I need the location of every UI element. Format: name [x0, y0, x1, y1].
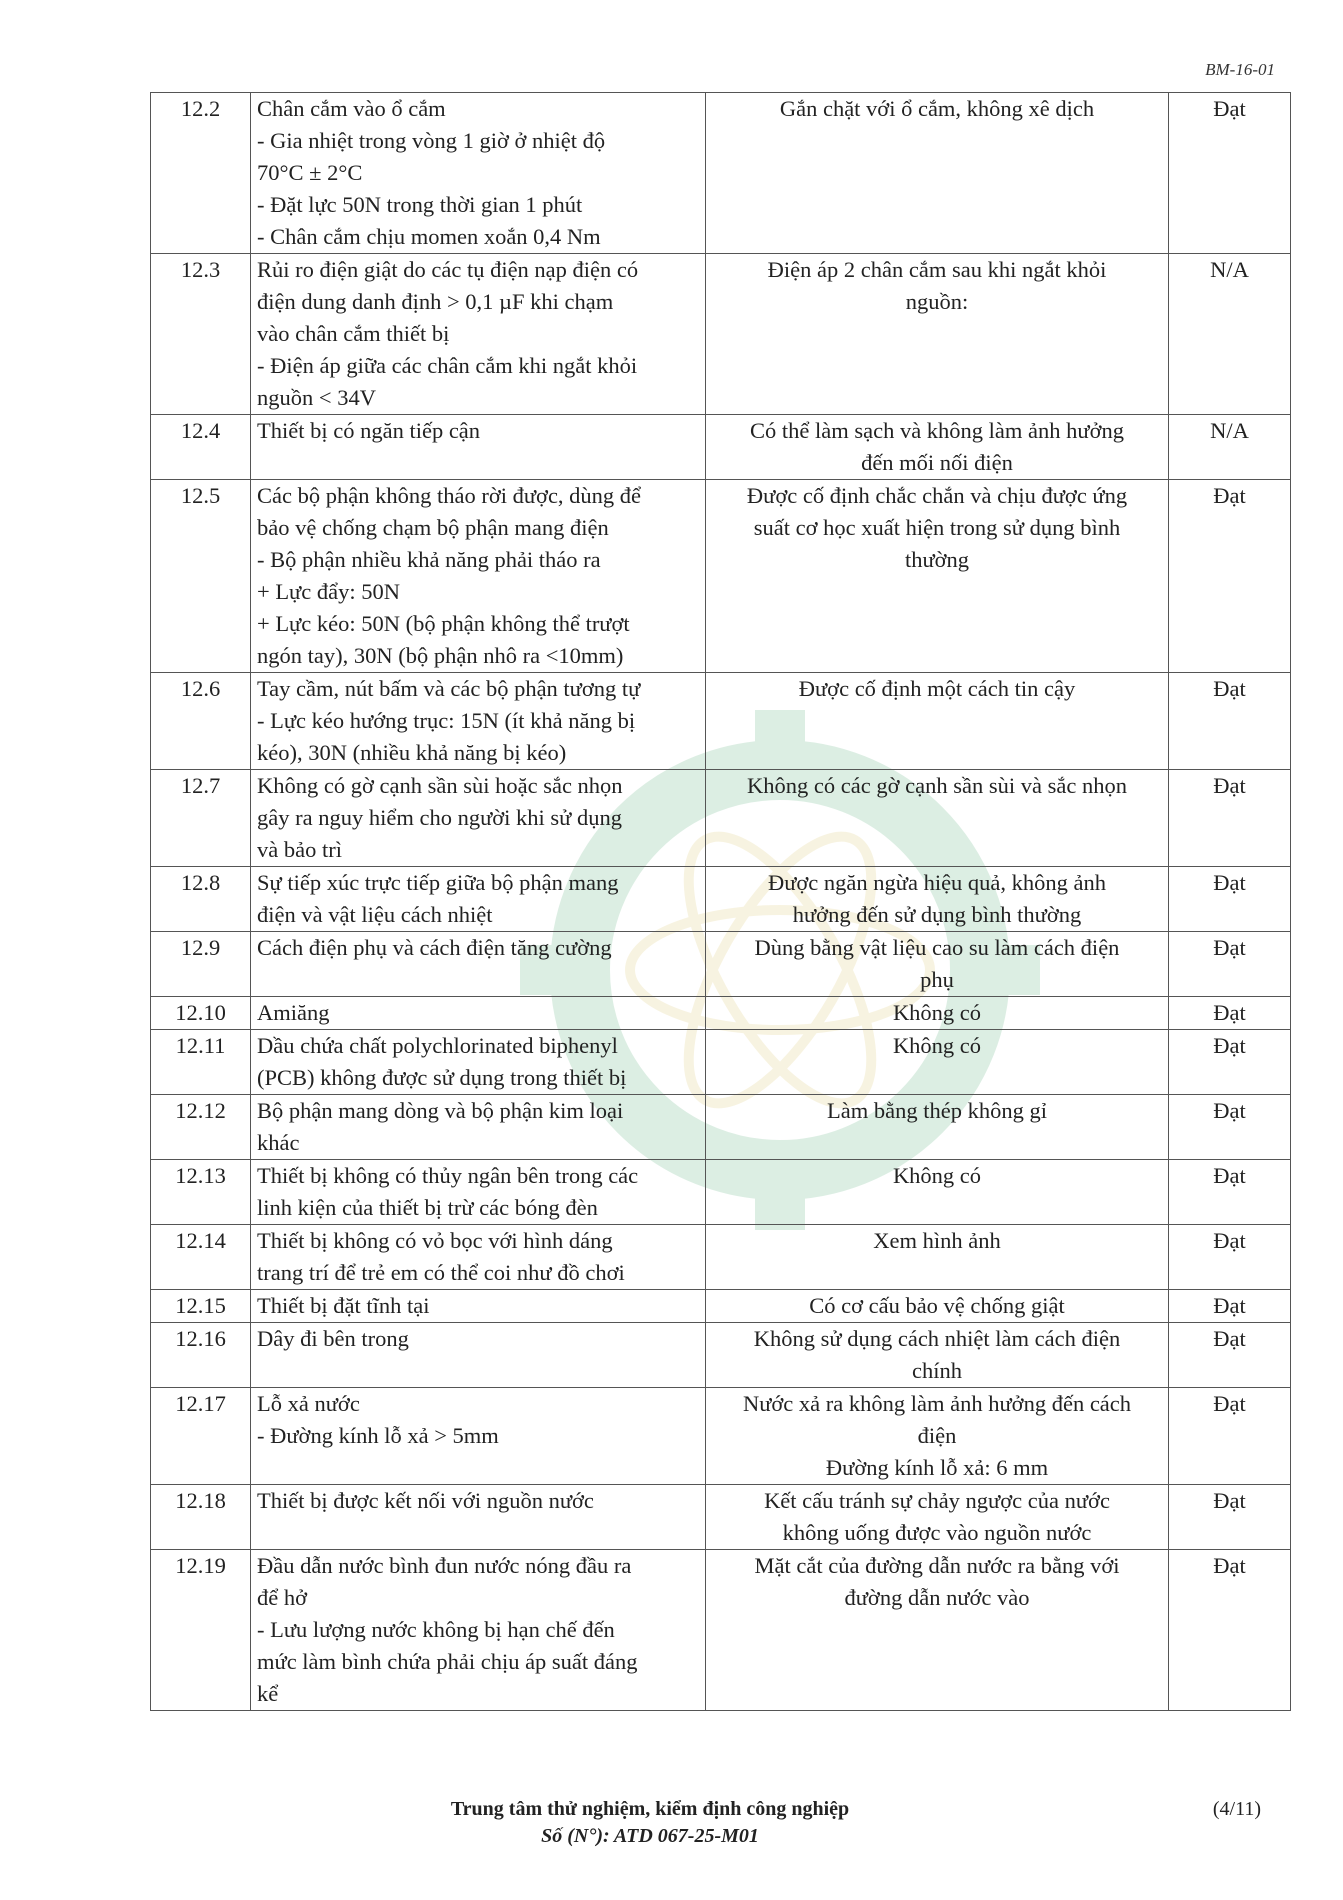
- requirement-cell: [251, 1030, 706, 1095]
- result-line: hưởng đến sử dụng bình thường: [792, 902, 1082, 927]
- table-row: [151, 415, 1291, 480]
- clause-number: 12.13: [151, 1160, 251, 1225]
- result-cell: [706, 1095, 1169, 1160]
- result-cell: [706, 1485, 1169, 1550]
- requirement-cell: [251, 1225, 706, 1290]
- requirement-cell: [251, 867, 706, 932]
- result-line: Không sử dụng cách nhiệt làm cách điện: [753, 1326, 1121, 1351]
- requirement-cell: [251, 1095, 706, 1160]
- table-row: [151, 867, 1291, 932]
- table-row: [151, 997, 1291, 1030]
- result-line: Nước xả ra không làm ảnh hưởng đến cách: [742, 1391, 1132, 1416]
- requirement-line: bảo vệ chống chạm bộ phận mang điện: [257, 515, 609, 540]
- requirement-line: Tay cầm, nút bấm và các bộ phận tương tự: [257, 676, 641, 701]
- table-row: [151, 480, 1291, 673]
- page-number: (4/11): [1212, 1798, 1261, 1820]
- requirement-line: Cách điện phụ và cách điện tăng cường: [257, 935, 612, 960]
- result-line: Xem hình ảnh: [873, 1228, 1001, 1253]
- requirement-line: Rủi ro điện giật do các tụ điện nạp điện có: [257, 257, 639, 282]
- table-row: [151, 1485, 1291, 1550]
- requirement-line: vào chân cắm thiết bị: [257, 321, 450, 346]
- requirement-line: và bảo trì: [257, 837, 342, 862]
- requirement-line: + Lực đẩy: 50N: [257, 579, 400, 604]
- clause-number: 12.19: [151, 1550, 251, 1711]
- requirement-line: - Bộ phận nhiều khả năng phải tháo ra: [257, 547, 601, 572]
- verdict-cell: Đạt: [1169, 480, 1291, 673]
- table-row: [151, 254, 1291, 415]
- table-row: [151, 673, 1291, 770]
- requirement-line: trang trí để trẻ em có thể coi như đồ chơi: [257, 1260, 625, 1285]
- verdict-cell: Đạt: [1169, 93, 1291, 254]
- requirement-cell: [251, 93, 706, 254]
- result-line: Gắn chặt với ổ cắm, không xê dịch: [779, 96, 1095, 121]
- result-cell: [706, 932, 1169, 997]
- requirement-line: - Điện áp giữa các chân cắm khi ngắt khỏi: [257, 353, 638, 378]
- result-cell: [706, 480, 1169, 673]
- table-body: [151, 93, 1291, 1711]
- verdict-cell: Đạt: [1169, 1030, 1291, 1095]
- requirement-line: Dầu chứa chất polychlorinated biphenyl: [257, 1033, 618, 1058]
- requirement-line: Amiăng: [257, 1000, 330, 1025]
- verdict-cell: Đạt: [1169, 1290, 1291, 1323]
- requirement-line: kéo), 30N (nhiều khả năng bị kéo): [257, 740, 567, 765]
- result-cell: [706, 1290, 1169, 1323]
- requirement-line: Sự tiếp xúc trực tiếp giữa bộ phận mang: [257, 870, 619, 895]
- result-line: Làm bằng thép không gỉ: [827, 1098, 1047, 1123]
- requirement-line: kể: [257, 1681, 279, 1706]
- verdict-cell: Đạt: [1169, 932, 1291, 997]
- clause-number: 12.9: [151, 932, 251, 997]
- requirement-line: - Lực kéo hướng trục: 15N (ít khả năng bị: [257, 708, 636, 733]
- verdict-cell: Đạt: [1169, 1095, 1291, 1160]
- result-cell: [706, 673, 1169, 770]
- requirement-line: - Lưu lượng nước không bị hạn chế đến: [257, 1617, 615, 1642]
- result-line: điện: [917, 1423, 957, 1448]
- result-line: Có cơ cấu bảo vệ chống giật: [809, 1293, 1065, 1318]
- result-cell: [706, 254, 1169, 415]
- requirement-line: điện và vật liệu cách nhiệt: [257, 902, 493, 927]
- result-cell: [706, 770, 1169, 867]
- requirement-cell: [251, 415, 706, 480]
- footer-report-number: Số (N°): ATD 067-25-M01: [541, 1825, 759, 1847]
- table-row: [151, 1323, 1291, 1388]
- requirement-line: - Đường kính lỗ xả > 5mm: [257, 1423, 499, 1448]
- table-row: [151, 1095, 1291, 1160]
- table-row: [151, 1388, 1291, 1485]
- requirement-line: Dây đi bên trong: [257, 1326, 409, 1351]
- requirement-line: - Gia nhiệt trong vòng 1 giờ ở nhiệt độ: [257, 128, 606, 153]
- requirement-line: Thiết bị không có vỏ bọc với hình dáng: [257, 1228, 613, 1253]
- requirement-line: Thiết bị có ngăn tiếp cận: [257, 418, 481, 443]
- requirement-line: Lỗ xả nước: [257, 1391, 360, 1416]
- requirement-line: - Đặt lực 50N trong thời gian 1 phút: [257, 192, 583, 217]
- requirement-line: khác: [257, 1130, 300, 1155]
- table-row: [151, 932, 1291, 997]
- verdict-cell: Đạt: [1169, 997, 1291, 1030]
- requirement-line: để hở: [257, 1585, 308, 1610]
- result-line: Không có: [892, 1000, 982, 1025]
- requirement-line: 70°C ± 2°C: [257, 160, 363, 185]
- result-line: thường: [904, 547, 970, 572]
- result-cell: [706, 1160, 1169, 1225]
- clause-number: 12.7: [151, 770, 251, 867]
- requirement-cell: [251, 932, 706, 997]
- result-line: Dùng bằng vật liệu cao su làm cách điện: [754, 935, 1120, 960]
- result-line: Được ngăn ngừa hiệu quả, không ảnh: [767, 870, 1107, 895]
- clause-number: 12.12: [151, 1095, 251, 1160]
- result-line: Không có: [892, 1033, 982, 1058]
- clause-number: 12.16: [151, 1323, 251, 1388]
- result-cell: [706, 1388, 1169, 1485]
- result-line: Được cố định một cách tin cậy: [798, 676, 1076, 701]
- table-row: [151, 1030, 1291, 1095]
- requirement-cell: [251, 480, 706, 673]
- requirement-cell: [251, 1290, 706, 1323]
- requirement-line: Thiết bị đặt tĩnh tại: [257, 1293, 430, 1318]
- requirement-line: mức làm bình chứa phải chịu áp suất đáng: [257, 1649, 638, 1674]
- result-cell: [706, 867, 1169, 932]
- test-results-table: [150, 92, 1291, 1711]
- verdict-cell: Đạt: [1169, 1323, 1291, 1388]
- verdict-cell: Đạt: [1169, 1388, 1291, 1485]
- requirement-cell: [251, 254, 706, 415]
- verdict-cell: Đạt: [1169, 1160, 1291, 1225]
- result-line: đường dẫn nước vào: [844, 1585, 1030, 1610]
- requirement-line: gây ra nguy hiểm cho người khi sử dụng: [257, 805, 622, 830]
- verdict-cell: N/A: [1169, 415, 1291, 480]
- clause-number: 12.10: [151, 997, 251, 1030]
- clause-number: 12.5: [151, 480, 251, 673]
- requirement-line: điện dung danh định > 0,1 µF khi chạm: [257, 289, 614, 314]
- requirement-cell: [251, 1388, 706, 1485]
- table-row: [151, 770, 1291, 867]
- result-cell: [706, 1323, 1169, 1388]
- requirement-line: ngón tay), 30N (bộ phận nhô ra <10mm): [257, 643, 624, 668]
- requirement-line: Thiết bị được kết nối với nguồn nước: [257, 1488, 594, 1513]
- verdict-cell: Đạt: [1169, 1485, 1291, 1550]
- clause-number: 12.14: [151, 1225, 251, 1290]
- requirement-line: Đầu dẫn nước bình đun nước nóng đầu ra: [257, 1553, 632, 1578]
- requirement-cell: [251, 673, 706, 770]
- requirement-line: Chân cắm vào ổ cắm: [257, 96, 446, 121]
- requirement-cell: [251, 770, 706, 867]
- table-row: [151, 1550, 1291, 1711]
- result-cell: [706, 93, 1169, 254]
- clause-number: 12.4: [151, 415, 251, 480]
- result-line: Đường kính lỗ xả: 6 mm: [825, 1455, 1049, 1480]
- result-line: suất cơ học xuất hiện trong sử dụng bình: [753, 515, 1121, 540]
- result-line: Kết cấu tránh sự chảy ngược của nước: [764, 1488, 1110, 1513]
- requirement-line: linh kiện của thiết bị trừ các bóng đèn: [257, 1195, 598, 1220]
- result-line: Không có các gờ cạnh sần sùi và sắc nhọn: [747, 773, 1127, 798]
- result-line: Được cố định chắc chắn và chịu được ứng: [746, 483, 1128, 508]
- result-cell: [706, 1225, 1169, 1290]
- requirement-line: + Lực kéo: 50N (bộ phận không thể trượt: [257, 611, 630, 636]
- result-cell: [706, 1030, 1169, 1095]
- document-code: BM-16-01: [1205, 60, 1275, 79]
- table-row: [151, 93, 1291, 254]
- result-line: phụ: [920, 967, 954, 992]
- result-line: nguồn:: [905, 289, 969, 314]
- result-cell: [706, 997, 1169, 1030]
- verdict-cell: Đạt: [1169, 867, 1291, 932]
- requirement-line: Bộ phận mang dòng và bộ phận kim loại: [257, 1098, 624, 1123]
- result-line: chính: [912, 1358, 962, 1383]
- requirement-line: - Chân cắm chịu momen xoắn 0,4 Nm: [257, 224, 601, 249]
- result-cell: [706, 1550, 1169, 1711]
- requirement-cell: [251, 1160, 706, 1225]
- requirement-line: Thiết bị không có thủy ngân bên trong các: [257, 1163, 639, 1188]
- verdict-cell: Đạt: [1169, 1550, 1291, 1711]
- result-line: không uống được vào nguồn nước: [782, 1520, 1092, 1545]
- verdict-cell: Đạt: [1169, 1225, 1291, 1290]
- table-row: [151, 1225, 1291, 1290]
- table-row: [151, 1290, 1291, 1323]
- table-row: [151, 1160, 1291, 1225]
- verdict-cell: Đạt: [1169, 770, 1291, 867]
- requirement-cell: [251, 1323, 706, 1388]
- clause-number: 12.2: [151, 93, 251, 254]
- requirement-cell: [251, 997, 706, 1030]
- result-cell: [706, 415, 1169, 480]
- result-line: Không có: [892, 1163, 982, 1188]
- clause-number: 12.3: [151, 254, 251, 415]
- clause-number: 12.6: [151, 673, 251, 770]
- requirement-line: Các bộ phận không tháo rời được, dùng để: [257, 483, 642, 508]
- clause-number: 12.17: [151, 1388, 251, 1485]
- verdict-cell: N/A: [1169, 254, 1291, 415]
- clause-number: 12.15: [151, 1290, 251, 1323]
- requirement-cell: [251, 1485, 706, 1550]
- footer-organization: Trung tâm thử nghiệm, kiểm định công nghiệp: [450, 1798, 850, 1820]
- requirement-line: nguồn < 34V: [257, 385, 376, 410]
- result-line: Có thể làm sạch và không làm ảnh hưởng: [749, 418, 1125, 443]
- result-line: Điện áp 2 chân cắm sau khi ngắt khỏi: [767, 257, 1107, 282]
- verdict-cell: Đạt: [1169, 673, 1291, 770]
- clause-number: 12.11: [151, 1030, 251, 1095]
- clause-number: 12.8: [151, 867, 251, 932]
- requirement-line: (PCB) không được sử dụng trong thiết bị: [257, 1065, 627, 1090]
- result-line: đến mối nối điện: [861, 450, 1013, 475]
- clause-number: 12.18: [151, 1485, 251, 1550]
- result-line: Mặt cắt của đường dẫn nước ra bằng với: [754, 1553, 1120, 1578]
- requirement-line: Không có gờ cạnh sần sùi hoặc sắc nhọn: [257, 773, 623, 798]
- requirement-cell: [251, 1550, 706, 1711]
